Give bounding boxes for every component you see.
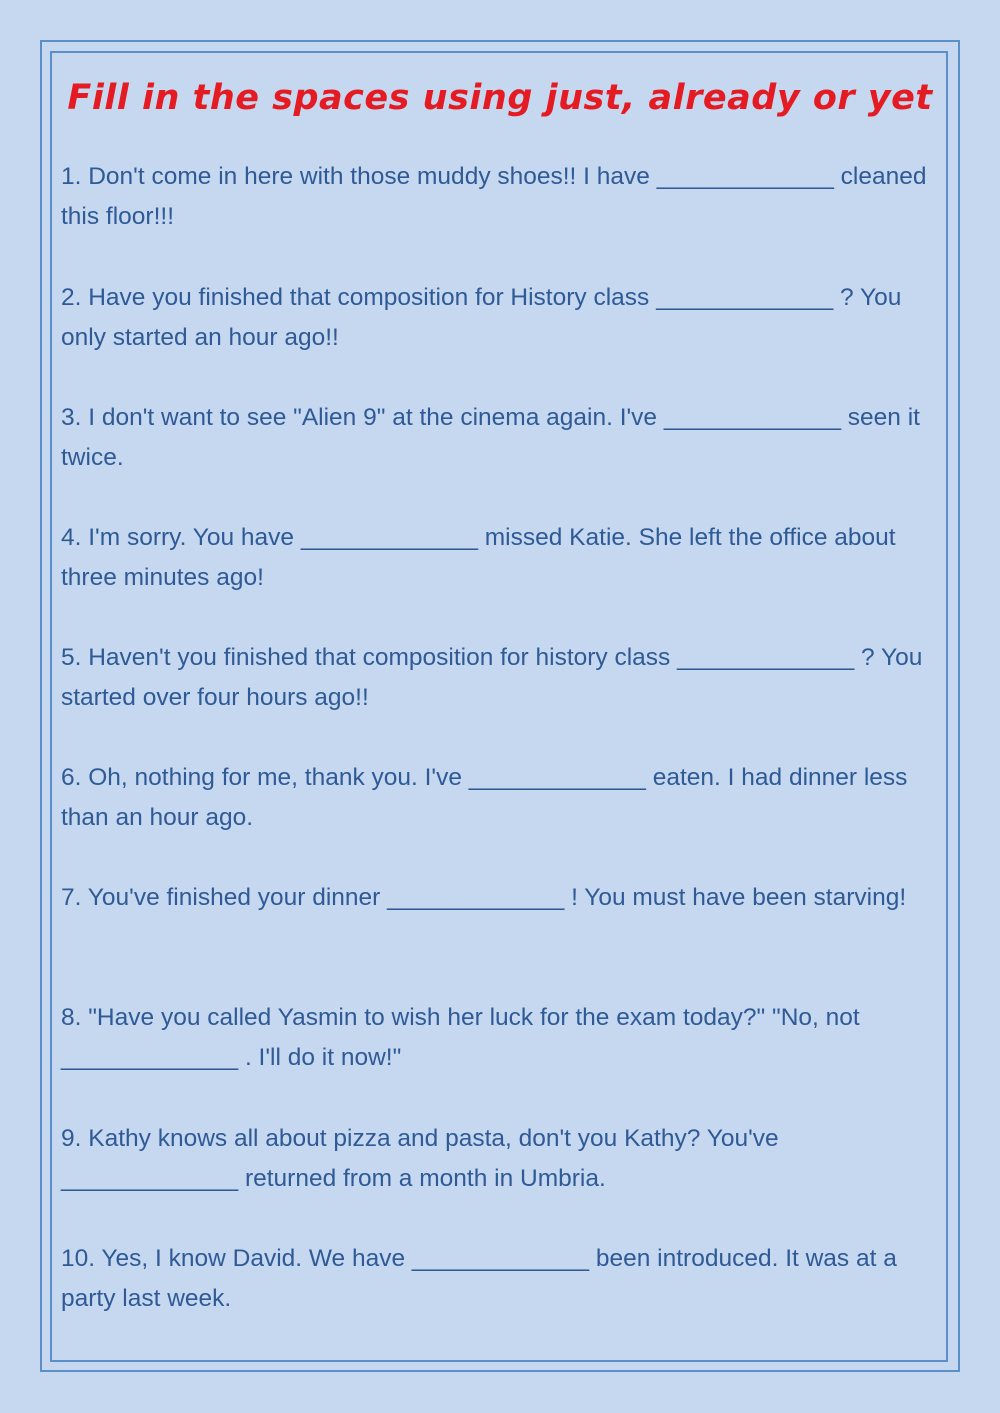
question-5: 5. Haven't you finished that composition for history class _____________ ? You started over four hours ago!!	[61, 644, 923, 711]
question-7: 7. You've finished your dinner _____________ ! You must have been starving!	[61, 884, 907, 911]
worksheet-title: Fill in the spaces using just, already or yet	[67, 78, 933, 118]
question-3: 3. I don't want to see "Alien 9" at the cinema again. I've _____________ seen it twice.	[61, 404, 920, 471]
question-9: 9. Kathy knows all about pizza and pasta, don't you Kathy? You've _____________ returned from a month in Umbria.	[61, 1125, 779, 1192]
question-10: 10. Yes, I know David. We have _____________ been introduced. It was at a party last week.	[61, 1245, 897, 1312]
question-6: 6. Oh, nothing for me, thank you. I've _____________ eaten. I had dinner less than an hour ago.	[61, 764, 908, 831]
question-2: 2. Have you finished that composition for History class _____________ ? You only started an hour ago!!	[61, 284, 902, 351]
question-1: 1. Don't come in here with those muddy shoes!! I have _____________ cleaned this floor!!!	[61, 163, 927, 230]
question-4: 4. I'm sorry. You have _____________ missed Katie. She left the office about three minutes ago!	[61, 524, 896, 591]
question-8: 8. "Have you called Yasmin to wish her luck for the exam today?" "No, not _____________ . I'll do it now!"	[61, 1004, 860, 1071]
